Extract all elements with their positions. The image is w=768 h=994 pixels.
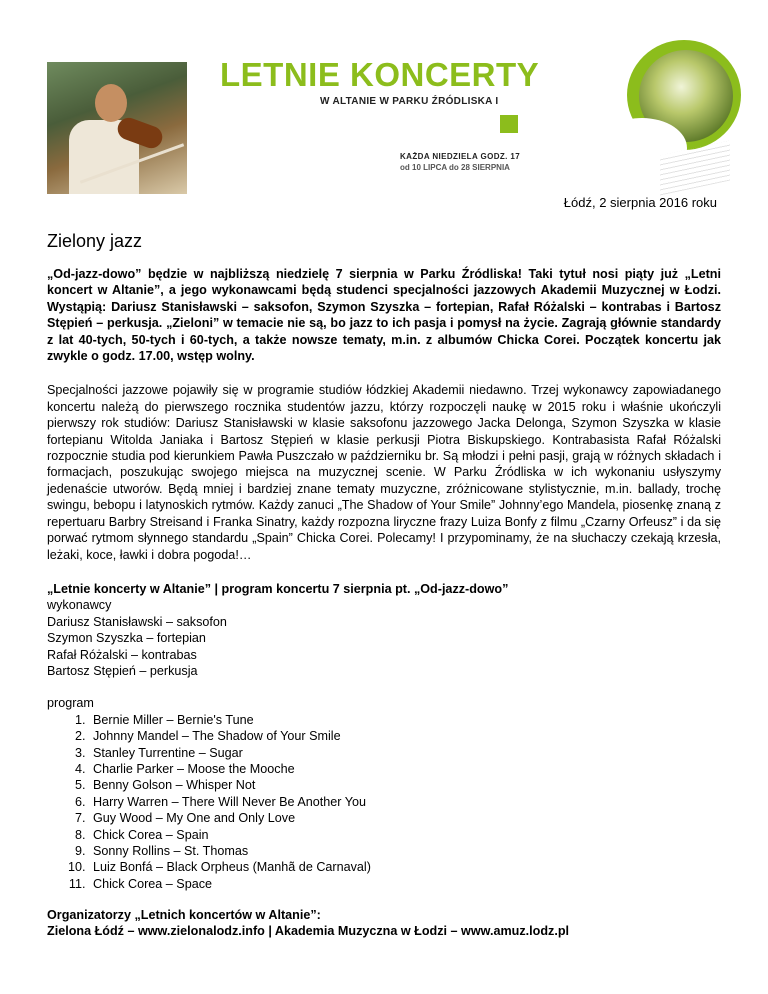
organizers [47,907,569,940]
body-paragraph: Specjalności jazzowe pojawiły się w programie studiów łódzkiej Akademii niedawno. Trzej wykonawcy zapowiadanego koncertu należą do pierwszego rocznika studentów jazzu, którzy rozpoczęli naukę w 2015 roku i właśnie ukończyli pierwszy rok studiów: Dariusz Stanisławski w klasie saksofonu jazzowego Jacka Delonga, Szymon Szyszka w klasie fortepianu Witolda Janiaka i Bartosz Stępień w klasie perkusji Piotra Biskupskiego. Kontrabasista Rafał Różalski rozpocznie studia pod kierunkiem Pawła Puszczało w październiku br. Są młodzi i pełni pasji, grają w różnych składach i formacjach, poszukując swojego miejsca na muzycznej scenie. W Parku Źródliska w ich wykonaniu usłyszymy jedenaście utworów. Będą mniej i bardziej znane tematy muzyczne, zróżnicowane stylistycznie, m.in. ballady, trochę swingu, bebopu i latynoskich rytmów. Każdy zanuci „The Shadow of Your Smile” Johnny’ego Mandela, piosenkę znaną z repertuaru Barbry Streisand i Franka Sinatry, każdy rozpozna liryczne frazy Luiza Bonfy z filmu „Czarny Orfeusz” i da się porwać rytmom słynnego standardu „Spain” Chicka Corei. Polecamy! I przypominamy, że na słuchaczy czekają krzesła, leżaki, koce, ławki i dobra pogoda!… [47,383,721,562]
article-content [47,230,721,892]
lead-paragraph: „Od-jazz-dowo” będzie w najbliższą niedzielę 7 sierpnia w Parku Źródliska! Taki tytuł nosi piąty już „Letni koncert w Altanie”, a jego wykonawcami będą studenci specjalności jazzowych Akademii Muzycznej w Łodzi. Wystąpią: Dariusz Stanisławski – saksofon, Szymon Szyszka – fortepian, Rafał Różalski – kontrabas i Bartosz Stępień – perkusja. „Zieloni” w temacie nie są, bo jazz to ich pasja i pomysł na życie. Zagrają głównie standardy z lat 40-tych, 50-tych i 60-tych, a także nowsze tematy, m.in. z albumów Chicka Corei. Początek koncertu jak zwykle o godz. 17.00, wstęp wolny. [47,267,721,364]
performer-item: Szymon Szyszka – fortepian [47,631,206,646]
banner-dates: od 10 LIPCA do 28 SIERPNIA [400,163,510,172]
program-item: 4. Charlie Parker – Moose the Mooche [89,761,721,777]
performer-item: Dariusz Stanisławski – saksofon [47,614,227,629]
program-item: 6. Harry Warren – There Will Never Be Another You [89,794,721,810]
performer-item: Bartosz Stępień – perkusja [47,663,198,678]
banner-title: LETNIE KONCERTY [220,56,540,93]
performer-item: Rafał Różalski – kontrabas [47,647,197,662]
program-item: 7. Guy Wood – My One and Only Love [89,810,721,826]
program-item: 11. Chick Corea – Space [89,876,721,892]
program-item: 9. Sonny Rollins – St. Thomas [89,843,721,859]
park-tree-image [627,40,741,150]
program-item: 2. Johnny Mandel – The Shadow of Your Smile [89,728,721,744]
program-item: 10. Luiz Bonfá – Black Orpheus (Manhã de Carnaval) [89,859,721,875]
program-item: 1. Bernie Miller – Bernie's Tune [89,712,721,728]
program-title: „Letnie koncerty w Altanie” | program koncertu 7 sierpnia pt. „Od-jazz-dowo” [47,581,509,596]
program-label: program [47,696,94,711]
article-heading: Zielony jazz [47,231,143,251]
organizers-line: Zielona Łódź – www.zielonalodz.info | Akademia Muzyczna w Łodzi – www.amuz.lodz.pl [47,924,570,939]
date-line: Łódź, 2 sierpnia 2016 roku [563,195,717,210]
photo-head [95,84,127,122]
banner-subtitle: W ALTANIE W PARKU ŹRÓDLISKA I [320,96,499,107]
organizers-title: Organizatorzy „Letnich koncertów w Altanie”: [47,908,321,922]
program-list [47,712,721,892]
program-item: 8. Chick Corea – Spain [89,827,721,843]
banner-when: KAŻDA NIEDZIELA GODZ. 17 [400,152,521,161]
green-square-icon [500,115,518,133]
program-item: 5. Benny Golson – Whisper Not [89,777,721,793]
violinist-photo [47,62,187,194]
program-item: 3. Stanley Turrentine – Sugar [89,745,721,761]
performers-label: wykonawcy [47,598,112,613]
